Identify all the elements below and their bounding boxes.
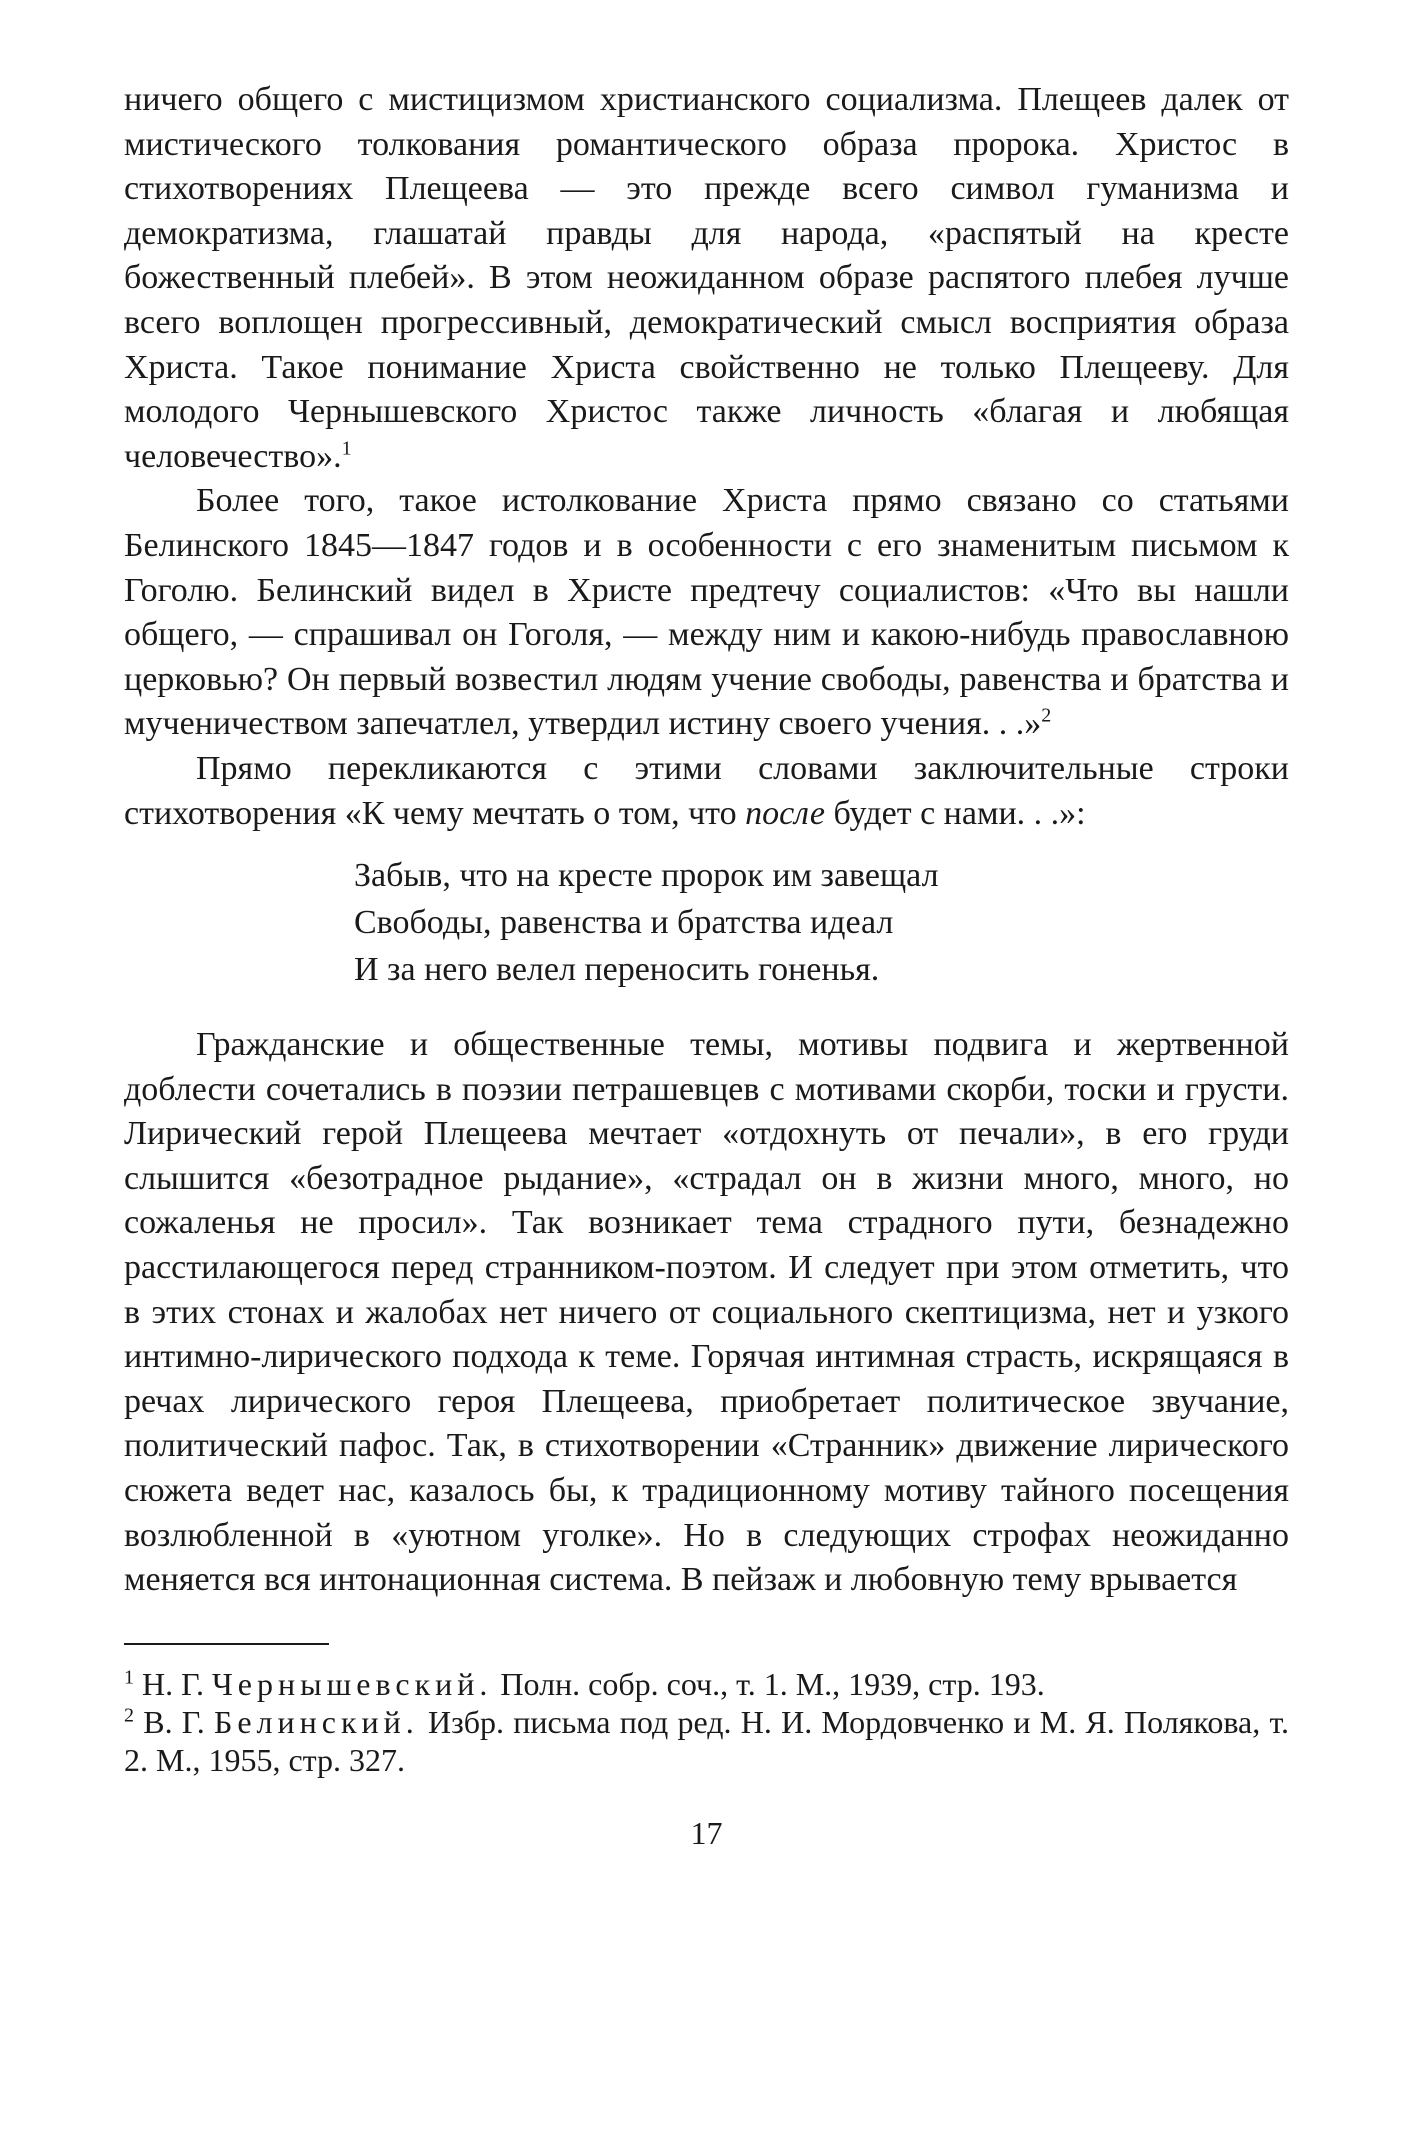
verse-line: И за него велел переносить гоненья. <box>354 951 880 989</box>
footnote-citation: Полн. собр. соч., т. 1. М., 1939, стр. 193. <box>500 1665 1045 1702</box>
footnote-mark: 1 <box>124 1666 134 1689</box>
footnote-1 <box>124 1665 1289 1703</box>
paragraph-2 <box>124 479 1289 747</box>
paragraph-2-text: Более того, такое истолкование Христа прямо связано со статьями Белинского 1845—1847 годов и в особенности с его знаменитым письмом к Гоголю. Белинский видел в Христе предтечу социалистов: «Что вы нашли общего, — спрашивал он Гоголя, — между ним и какою-нибудь православною церковью? Он первый возвестил людям учение свободы, равенства и братства и мученичеством запечатлел, утвердил истину своего учения. . .» <box>124 482 1289 743</box>
paragraph-4-text: Гражданские и общественные темы, мотивы подвига и жертвенной доблести сочетались в поэзии петрашевцев с мотивами скорби, тоски и грусти. Лирический герой Плещеева мечтает «отдохнуть от печали», в его груди слышится «безотрадное рыдание», «страдал он в жизни много, много, но сожаленья не просил». Так возникает тема страдного пути, безнадежно расстилающегося перед странником-поэтом. И следует при этом отметить, что в этих стонах и жалобах нет ничего от социального скептицизма, нет и узкого интимно-лирического подхода к теме. Горячая интимная страсть, искрящаяся в речах лирического героя Плещеева, приобретает политическое звучание, политический пафос. Так, в стихотворении «Странник» движение лирического сюжета ведет нас, казалось бы, к традиционному мотиву тайного посещения возлюбленной в «уютном уголке». Но в следующих строфах неожиданно меняется вся интонационная система. В пейзаж и любовную тему врывается <box>124 1026 1289 1599</box>
footnote-ref-2: 2 <box>1041 704 1052 727</box>
paragraph-3-text-before: Прямо перекликаются с этими словами заключительные строки стихотворения «К чему мечтать о том, что <box>124 749 1289 832</box>
paragraph-4 <box>124 1023 1289 1603</box>
paragraph-3 <box>124 747 1289 836</box>
footnote-initials: Н. Г. <box>142 1665 204 1702</box>
footnotes <box>124 1643 1289 1779</box>
footnote-citation: Избр. письма под ред. Н. И. Мордовченко и М. Я. Полякова, т. 2. М., 1955, стр. 327. <box>124 1703 1290 1778</box>
footnote-initials: В. Г. <box>143 1703 205 1740</box>
footnote-ref-1: 1 <box>341 437 352 460</box>
verse-line: Забыв, что на кресте пророк им завещал <box>354 857 939 895</box>
document-page <box>124 78 1289 2108</box>
footnote-2 <box>124 1703 1289 1779</box>
verse-line: Свободы, равенства и братства идеал <box>354 904 894 942</box>
paragraph-3-emphasis: после <box>745 794 825 832</box>
footnote-author: Чернышевский. <box>212 1665 493 1702</box>
page-number: 17 <box>690 1814 723 1851</box>
footnote-divider <box>124 1643 329 1645</box>
verse-quote <box>354 852 1289 993</box>
paragraph-1 <box>124 78 1289 479</box>
footnote-author: Белинский. <box>213 1703 419 1740</box>
footnote-mark: 2 <box>124 1704 134 1727</box>
paragraph-1-text: ничего общего с мистицизмом христианского социализма. Плещеев далек от мистического толкования романтического образа пророка. Христос в стихотворениях Плещеева — это прежде всего символ гуманизма и демократизма, глашатай правды для народа, «распятый на кресте божественный плебей». В этом неожиданном образе распятого плебея лучше всего воплощен прогрессивный, демократический смысл восприятия образа Христа. Такое понимание Христа свойственно не только Плещееву. Для молодого Чернышевского Христос также личность «благая и любящая человечество». <box>124 81 1289 475</box>
paragraph-3-text-after: будет с нами. . .»: <box>824 794 1086 832</box>
